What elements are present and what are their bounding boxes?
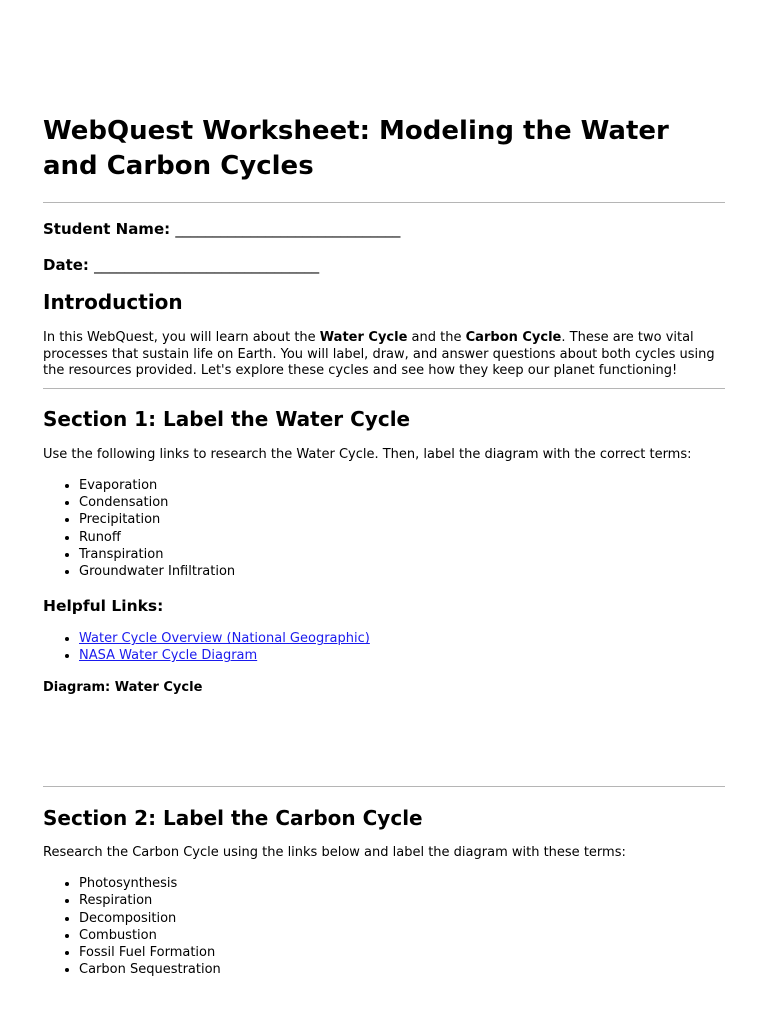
list-item: • Combustion: [79, 927, 725, 944]
list-item: • Evaporation: [79, 477, 725, 494]
intro-text-part-1: In this WebQuest, you will learn about the: [43, 330, 320, 345]
date-label: Date:: [43, 256, 89, 274]
date-field: [43, 239, 725, 275]
list-item: • Decomposition: [79, 910, 725, 927]
section1-heading: Section 1: Label the Water Cycle: [43, 406, 411, 431]
list-item: • Photosynthesis: [79, 875, 725, 892]
list-item: • Carbon Sequestration: [79, 961, 725, 978]
list-item: • Transpiration: [79, 546, 725, 563]
page-title: WebQuest Worksheet: Modeling the Water and Carbon Cycles: [43, 116, 669, 181]
list-item: • Runoff: [79, 529, 725, 546]
date-line[interactable]: ______________________________: [94, 256, 320, 274]
list-item: • Condensation: [79, 494, 725, 511]
list-item: • Precipitation: [79, 511, 725, 528]
helpful-links-heading: Helpful Links:: [43, 597, 164, 616]
intro-text-part-3: . These are two vital processes that sustain life on Earth. You will label, draw, and answer questions about both cycles using the resources provided. Let's explore these cycles and see how they keep our planet functioning!: [43, 330, 715, 378]
intro-carbon-cycle: Carbon Cycle: [465, 330, 562, 345]
introduction-text: [43, 315, 725, 388]
helpful-links-list: [43, 616, 725, 664]
nasa-water-cycle-link[interactable]: NASA Water Cycle Diagram: [79, 648, 258, 664]
list-item: • Fossil Fuel Formation: [79, 944, 725, 961]
water-cycle-diagram-area: [43, 696, 725, 786]
student-name-field: [43, 203, 725, 239]
student-name-line[interactable]: ______________________________: [175, 220, 401, 238]
section1-instructions: Use the following links to research the Water Cycle. Then, label the diagram with the correct terms:: [43, 446, 692, 462]
national-geographic-link[interactable]: Water Cycle Overview (National Geographic): [79, 631, 370, 647]
list-item: [79, 630, 725, 647]
list-item: [79, 647, 725, 664]
water-cycle-diagram-label: Diagram: Water Cycle: [43, 679, 203, 695]
section2-heading: Section 2: Label the Carbon Cycle: [43, 805, 423, 830]
list-item: • Groundwater Infiltration: [79, 563, 725, 580]
intro-text-part-2: and the: [407, 330, 466, 345]
student-name-label: Student Name:: [43, 220, 171, 238]
water-cycle-terms-list: [43, 463, 725, 580]
intro-water-cycle: Water Cycle: [319, 330, 408, 345]
carbon-cycle-terms-list: [43, 861, 725, 978]
introduction-heading: Introduction: [43, 290, 183, 314]
list-item: • Respiration: [79, 892, 725, 909]
section2-instructions: Research the Carbon Cycle using the links below and label the diagram with these terms:: [43, 844, 626, 860]
